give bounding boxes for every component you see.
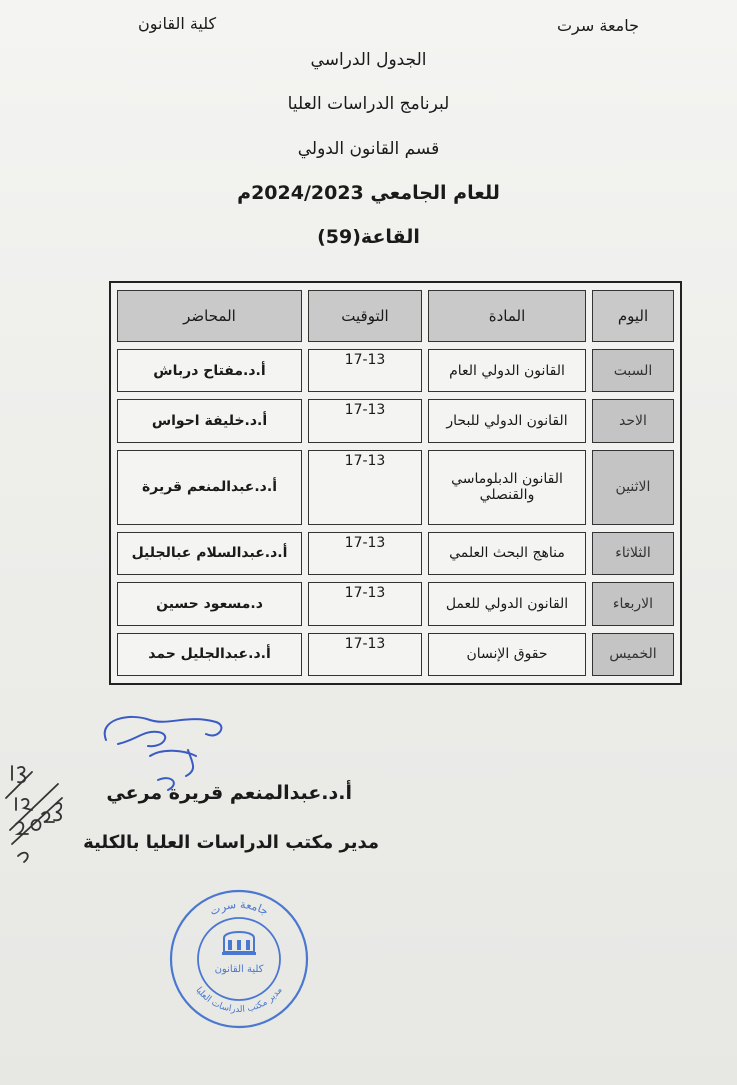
subject-cell: حقوق الإنسان [428,633,586,676]
table-row [117,532,674,575]
hall-number: القاعة(59) [317,226,420,248]
table-row [117,633,674,676]
table-row [117,582,674,625]
department-title: قسم القانون الدولي [297,139,440,159]
schedule-table [109,281,682,685]
handwritten-date [2,758,92,868]
time-cell: 17-13 [308,582,422,625]
svg-text:جامعة سرت [208,898,271,918]
lecturer-cell: أ.د.عبدالسلام عبالجليل [117,532,302,575]
day-cell: الاحد [592,399,674,442]
day-cell: الاثنين [592,450,674,525]
subject-cell: القانون الدبلوماسي والقنصلي [428,450,586,525]
day-cell: الخميس [592,633,674,676]
doc-title: الجدول الدراسي [310,50,427,70]
time-cell: 17-13 [308,399,422,442]
header-lecturer: المحاضر [117,290,302,342]
faculty-name: كلية القانون [138,14,217,33]
subject-cell: القانون الدولي العام [428,349,586,392]
lecturer-cell: د.مسعود حسين [117,582,302,625]
header-time: التوقيت [308,290,422,342]
lecturer-cell: أ.د.خليفة احواس [117,399,302,442]
subject-cell: القانون الدولي للعمل [428,582,586,625]
day-cell: السبت [592,349,674,392]
program-title: لبرنامج الدراسات العليا [287,94,450,114]
lecturer-cell: أ.د.عبدالجليل حمد [117,633,302,676]
subject-cell: القانون الدولي للبحار [428,399,586,442]
time-cell: 17-13 [308,450,422,525]
university-name: جامعة سرت [556,16,639,35]
time-cell: 17-13 [308,349,422,392]
day-cell: الثلاثاء [592,532,674,575]
subject-cell: مناهج البحث العلمي [428,532,586,575]
lecturer-cell: أ.د.عبدالمنعم قريرة [117,450,302,525]
header-day: اليوم [592,290,674,342]
stamp-center-text: كلية القانون [214,964,264,975]
header-subject: المادة [428,290,586,342]
table-row [117,349,674,392]
handwritten-signature [88,700,238,795]
time-cell: 17-13 [308,532,422,575]
lecturer-cell: أ.د.مفتاح درباش [117,349,302,392]
building-icon [222,932,256,955]
day-cell: الاربعاء [592,582,674,625]
signatory-role: مدير مكتب الدراسات العليا بالكلية [83,832,379,853]
stamp-bottom-text: مدير مكتب الدراسات العليا [193,985,285,1016]
table-row [117,450,674,525]
table-header-row [117,290,674,342]
stamp-top-text: جامعة سرت [207,897,271,919]
time-cell: 17-13 [308,633,422,676]
academic-year: للعام الجامعي 2024/2023م [237,182,500,204]
official-stamp [166,886,312,1032]
table-row [117,399,674,442]
signatory-name: أ.د.عبدالمنعم قريرة مرعي [106,782,352,804]
